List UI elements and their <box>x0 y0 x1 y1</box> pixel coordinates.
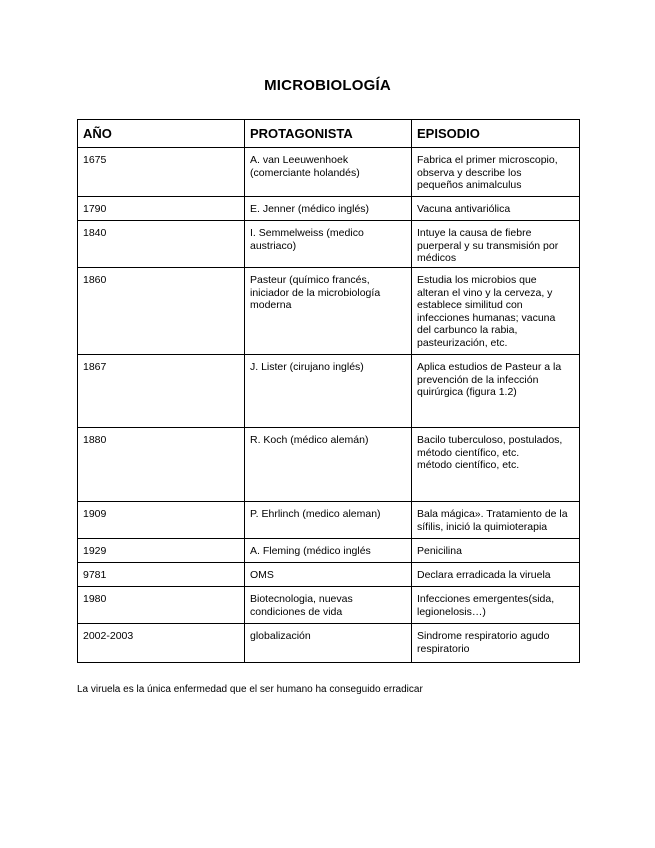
year-text: 1929 <box>83 545 107 557</box>
table-body <box>78 148 580 663</box>
protagonist-line: A. Fleming (médico inglés <box>250 545 371 557</box>
episode-line: observa y describe los <box>417 166 522 179</box>
cell-protagonist <box>245 268 412 355</box>
table-row <box>78 197 580 221</box>
protagonist-line: (comerciante holandés) <box>250 166 360 179</box>
episode-line: del carbunco la rabia, <box>417 324 518 336</box>
cell-protagonist <box>245 624 412 663</box>
cell-year <box>78 539 245 563</box>
episode-line: Estudia los microbios que <box>417 274 537 286</box>
protagonist-line: globalización <box>250 630 311 642</box>
cell-protagonist <box>245 502 412 539</box>
episode-line: Declara erradicada la viruela <box>417 569 551 581</box>
cell-episode <box>412 148 580 197</box>
episode-line: pequeños animalculus <box>417 179 522 191</box>
cell-protagonist <box>245 563 412 587</box>
cell-protagonist <box>245 197 412 221</box>
episode-line: Fabrica el primer microscopio, <box>417 154 558 166</box>
page-title: MICROBIOLOGÍA <box>264 77 391 94</box>
protagonist-line: R. Koch (médico alemán) <box>250 434 369 446</box>
cell-episode <box>412 502 580 539</box>
protagonist-line: J. Lister (cirujano inglés) <box>250 361 364 373</box>
cell-episode <box>412 197 580 221</box>
episode-line: infecciones humanas; vacuna <box>417 311 556 324</box>
cell-protagonist <box>245 355 412 428</box>
cell-year <box>78 502 245 539</box>
cell-year <box>78 355 245 428</box>
episode-line: respiratorio <box>417 642 470 655</box>
protagonist-line: P. Ehrlinch (medico aleman) <box>250 508 381 520</box>
episode-line: Aplica estudios de Pasteur a la <box>417 361 562 373</box>
protagonist-line: iniciador de la microbiología <box>250 286 381 299</box>
episode-line: método científico, etc. <box>417 459 520 471</box>
header-year: AÑO <box>78 120 245 148</box>
table-row <box>78 355 580 428</box>
cell-protagonist <box>245 587 412 624</box>
episode-line: Vacuna antivariólica <box>417 203 511 215</box>
cell-protagonist <box>245 539 412 563</box>
header-episode: EPISODIO <box>412 120 580 148</box>
protagonist-line: Pasteur (químico francés, <box>250 274 370 286</box>
cell-episode <box>412 221 580 268</box>
protagonist-line: A. van Leeuwenhoek <box>250 154 349 166</box>
cell-year <box>78 148 245 197</box>
episode-line: Intuye la causa de fiebre <box>417 227 532 239</box>
episode-line: establece similitud con <box>417 299 523 311</box>
episode-line: alteran el vino y la cerveza, y <box>417 286 553 299</box>
episode-line: Infecciones emergentes(sida, <box>417 593 555 605</box>
table-header-row <box>78 120 580 148</box>
protagonist-line: Biotecnologia, nuevas <box>250 593 353 605</box>
table-row <box>78 148 580 197</box>
episode-line: Penicilina <box>417 545 462 557</box>
protagonist-line: moderna <box>250 299 292 311</box>
protagonist-line: austriaco) <box>250 239 297 252</box>
episode-line: quirúrgica (figura 1.2) <box>417 386 517 398</box>
cell-year <box>78 428 245 502</box>
table-row <box>78 428 580 502</box>
table-row <box>78 221 580 268</box>
cell-episode <box>412 428 580 502</box>
year-text: 2002-2003 <box>83 630 134 642</box>
cell-year <box>78 197 245 221</box>
cell-protagonist <box>245 148 412 197</box>
table-row <box>78 563 580 587</box>
header-protagonist: PROTAGONISTA <box>245 120 412 148</box>
cell-protagonist <box>245 221 412 268</box>
episode-line: Bala mágica». Tratamiento de la <box>417 508 568 520</box>
table-row <box>78 587 580 624</box>
year-text: 1840 <box>83 227 107 239</box>
cell-episode <box>412 355 580 428</box>
protagonist-line: I. Semmelweiss (medico <box>250 227 364 239</box>
cell-year <box>78 563 245 587</box>
year-text: 1980 <box>83 593 107 605</box>
episode-line: puerperal y su transmisión por <box>417 239 559 252</box>
microbiology-timeline-table <box>77 119 580 663</box>
footnote: La viruela es la única enfermedad que el ser humano ha conseguido erradicar <box>77 684 423 695</box>
year-text: 1860 <box>83 274 107 286</box>
year-text: 9781 <box>83 569 107 581</box>
cell-episode <box>412 587 580 624</box>
table-row <box>78 624 580 663</box>
year-text: 1880 <box>83 434 107 446</box>
cell-year <box>78 624 245 663</box>
table-row <box>78 502 580 539</box>
episode-line: sífilis, inició la quimioterapia <box>417 520 548 533</box>
year-text: 1675 <box>83 154 107 166</box>
episode-line: pasteurización, etc. <box>417 336 508 349</box>
cell-episode <box>412 268 580 355</box>
episode-line: médicos <box>417 252 457 264</box>
protagonist-line: condiciones de vida <box>250 605 343 618</box>
episode-line: Sindrome respiratorio agudo <box>417 630 550 642</box>
protagonist-line: E. Jenner (médico inglés) <box>250 203 370 215</box>
cell-year <box>78 587 245 624</box>
episode-line: legionelosis…) <box>417 605 486 618</box>
episode-line: Bacilo tuberculoso, postulados, <box>417 434 563 446</box>
cell-year <box>78 221 245 268</box>
episode-line: prevención de la infección <box>417 373 539 386</box>
year-text: 1867 <box>83 361 107 373</box>
cell-episode <box>412 539 580 563</box>
table-row <box>78 268 580 355</box>
cell-episode <box>412 563 580 587</box>
protagonist-line: OMS <box>250 569 274 581</box>
cell-year <box>78 268 245 355</box>
year-text: 1909 <box>83 508 107 520</box>
table-row <box>78 539 580 563</box>
episode-line: método científico, etc. <box>417 446 520 459</box>
cell-episode <box>412 624 580 663</box>
cell-protagonist <box>245 428 412 502</box>
year-text: 1790 <box>83 203 107 215</box>
